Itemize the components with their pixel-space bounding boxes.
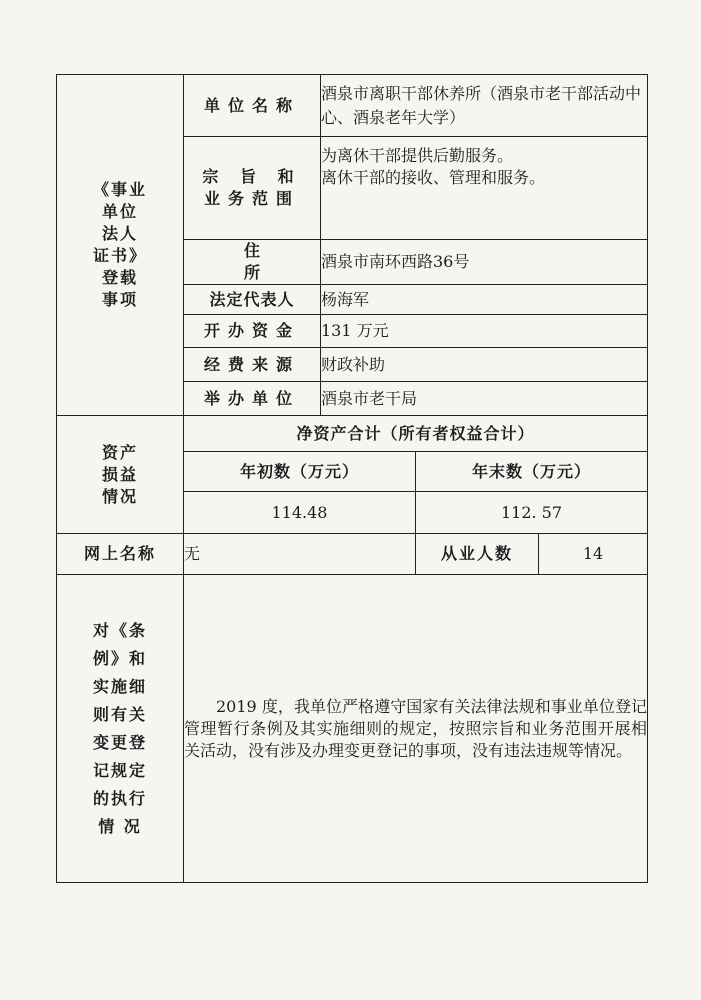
execution-category-line: 例》和 <box>92 648 147 668</box>
purpose-scope-value-line: 离休干部的接收、管理和服务。 <box>321 168 546 187</box>
execution-category-line: 对《条 <box>92 620 147 640</box>
registration-category-line: 《事业 <box>92 180 147 199</box>
assets-category-line: 损益 <box>101 464 138 484</box>
execution-statement: 2019 度，我单位严格遵守国家有关法律法规和事业单位登记管理暂行条例及其实施细则的规定，按照宗旨和业务范围开展相关活动，没有涉及办理变更登记的事项，没有违法违规等情况。 <box>184 575 648 883</box>
funding-source-value: 财政补助 <box>321 348 648 382</box>
start-capital-value: 131 万元 <box>321 315 648 348</box>
legal-representative-value: 杨海军 <box>321 285 648 315</box>
assets-category-line: 情况 <box>101 486 138 506</box>
execution-category-line: 的执行 <box>92 788 147 808</box>
staff-count-value: 14 <box>539 534 648 575</box>
registration-category-line: 登载 <box>101 268 138 287</box>
registration-form-table <box>56 74 648 883</box>
assets-category-cell <box>57 416 184 534</box>
registration-category-cell <box>57 75 184 416</box>
unit-name-label: 单位名称 <box>184 75 321 137</box>
execution-category-cell <box>57 575 184 883</box>
start-capital-label: 开办资金 <box>184 315 321 348</box>
purpose-scope-label-line: 宗 旨 和 <box>202 167 302 186</box>
sponsor-unit-value: 酒泉市老干局 <box>321 382 648 416</box>
legal-representative-label: 法定代表人 <box>184 285 321 315</box>
registration-category-line: 法人 <box>101 224 138 243</box>
purpose-scope-label <box>184 137 321 240</box>
staff-count-label: 从业人数 <box>416 534 539 575</box>
registration-category-line: 证书》 <box>92 246 147 265</box>
begin-amount-value: 114.48 <box>184 492 416 534</box>
begin-amount-label: 年初数（万元） <box>184 452 416 492</box>
address-label: 住 所 <box>184 240 321 285</box>
end-amount-value: 112. 57 <box>416 492 648 534</box>
execution-category-line: 情 况 <box>98 816 142 836</box>
unit-name-value: 酒泉市离职干部休养所（酒泉市老干部活动中心、酒泉老年大学） <box>321 75 648 137</box>
execution-category-line: 变更登 <box>92 732 147 752</box>
purpose-scope-label-line: 业务范围 <box>203 189 300 208</box>
registration-category-line: 单位 <box>101 202 138 221</box>
purpose-scope-value <box>321 137 648 240</box>
execution-category-line: 记规定 <box>92 760 147 780</box>
execution-category-line: 则有关 <box>92 704 147 724</box>
funding-source-label: 经费来源 <box>184 348 321 382</box>
sponsor-unit-label: 举办单位 <box>184 382 321 416</box>
address-value: 酒泉市南环西路36号 <box>321 240 648 285</box>
online-name-value: 无 <box>184 534 416 575</box>
registration-category-line: 事项 <box>101 290 138 309</box>
end-amount-label: 年末数（万元） <box>416 452 648 492</box>
execution-category-line: 实施细 <box>92 676 147 696</box>
online-name-label: 网上名称 <box>57 534 184 575</box>
assets-category-line: 资产 <box>101 442 138 462</box>
net-assets-title: 净资产合计（所有者权益合计） <box>184 416 648 452</box>
purpose-scope-value-line: 为离休干部提供后勤服务。 <box>321 146 514 165</box>
